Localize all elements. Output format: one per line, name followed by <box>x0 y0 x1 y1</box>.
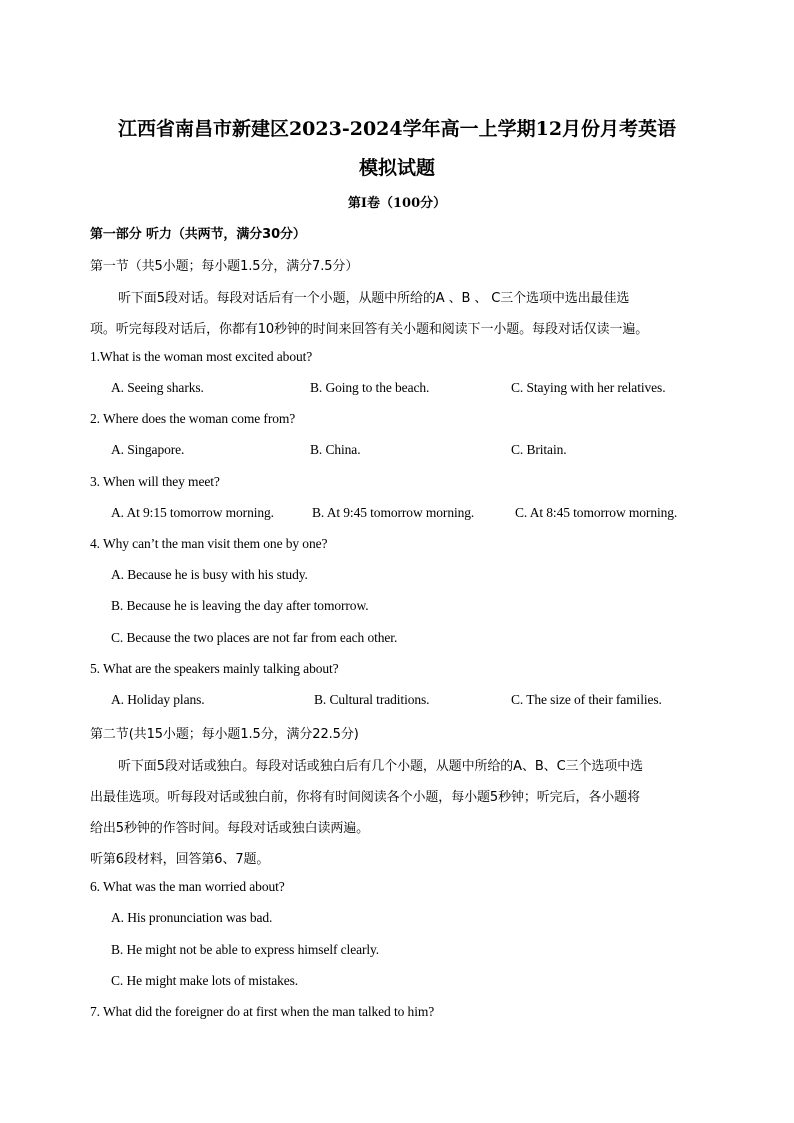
question-1-option-b: B. Going to the beach. <box>310 380 430 395</box>
material-note: 听第6段材料，回答第6、7题。 <box>90 852 270 867</box>
question-5-option-c: C. The size of their families. <box>511 692 662 707</box>
question-6-option-a: A. His pronunciation was bad. <box>111 910 273 925</box>
section2-header: 第二节(共15小题；每小题1.5分，满分22.5分) <box>90 727 359 742</box>
question-5-stem: 5. What are the speakers mainly talking about? <box>90 661 339 676</box>
section2-instructions-line3: 给出5秒钟的作答时间。每段对话或独白读两遍。 <box>90 821 370 836</box>
question-3-option-b: B. At 9:45 tomorrow morning. <box>312 505 475 520</box>
question-2-option-a: A. Singapore. <box>111 442 185 457</box>
exam-title-line2: 模拟试题 <box>358 157 435 179</box>
question-4-option-a: A. Because he is busy with his study. <box>111 567 308 582</box>
section2-instructions-line2: 出最佳选项。听每段对话或独白前，你将有时间阅读各个小题，每小题5秒钟；听完后，各小题将 <box>90 790 640 805</box>
question-6-option-c: C. He might make lots of mistakes. <box>111 973 299 988</box>
question-5-option-a: A. Holiday plans. <box>111 692 205 707</box>
section1-instructions-line2: 项。听完每段对话后，你都有10秒钟的时间来回答有关小题和阅读下一小题。每段对话仅读一遍。 <box>90 322 649 337</box>
question-6-option-b: B. He might not be able to express himself clearly. <box>111 942 380 957</box>
question-1-option-a: A. Seeing sharks. <box>111 380 204 395</box>
section1-header: 第一节（共5小题；每小题1.5分，满分7.5分） <box>90 259 359 274</box>
part1-header: 第一部分 听力（共两节，满分30分） <box>90 227 306 242</box>
question-5-option-b: B. Cultural traditions. <box>314 692 430 707</box>
question-6-stem: 6. What was the man worried about? <box>90 879 285 894</box>
question-4-option-c: C. Because the two places are not far from each other. <box>111 630 398 645</box>
question-3-option-a: A. At 9:15 tomorrow morning. <box>111 505 274 520</box>
question-3-stem: 3. When will they meet? <box>90 474 220 489</box>
exam-title: 江西省南昌市新建区2023-2024学年高一上学期12月份月考英语 <box>117 118 677 140</box>
question-2-stem: 2. Where does the woman come from? <box>90 411 296 426</box>
volume-header: 第Ⅰ卷（100分） <box>347 196 447 211</box>
question-2-option-c: C. Britain. <box>511 442 567 457</box>
section1-instructions-line1: 听下面5段对话。每段对话后有一个小题，从题中所给的A 、B 、 C三个选项中选出最佳选 <box>118 291 630 306</box>
question-3-option-c: C. At 8:45 tomorrow morning. <box>515 505 678 520</box>
question-4-stem: 4. Why can’t the man visit them one by one? <box>90 536 328 551</box>
question-4-option-b: B. Because he is leaving the day after tomorrow. <box>111 598 369 613</box>
question-1-option-c: C. Staying with her relatives. <box>511 380 666 395</box>
section2-instructions-line1: 听下面5段对话或独白。每段对话或独白后有几个小题，从题中所给的A、B、C三个选项中选 <box>118 759 643 774</box>
question-7-stem: 7. What did the foreigner do at first when the man talked to him? <box>90 1004 435 1019</box>
question-1-stem: 1.What is the woman most excited about? <box>90 349 313 364</box>
question-2-option-b: B. China. <box>310 442 361 457</box>
